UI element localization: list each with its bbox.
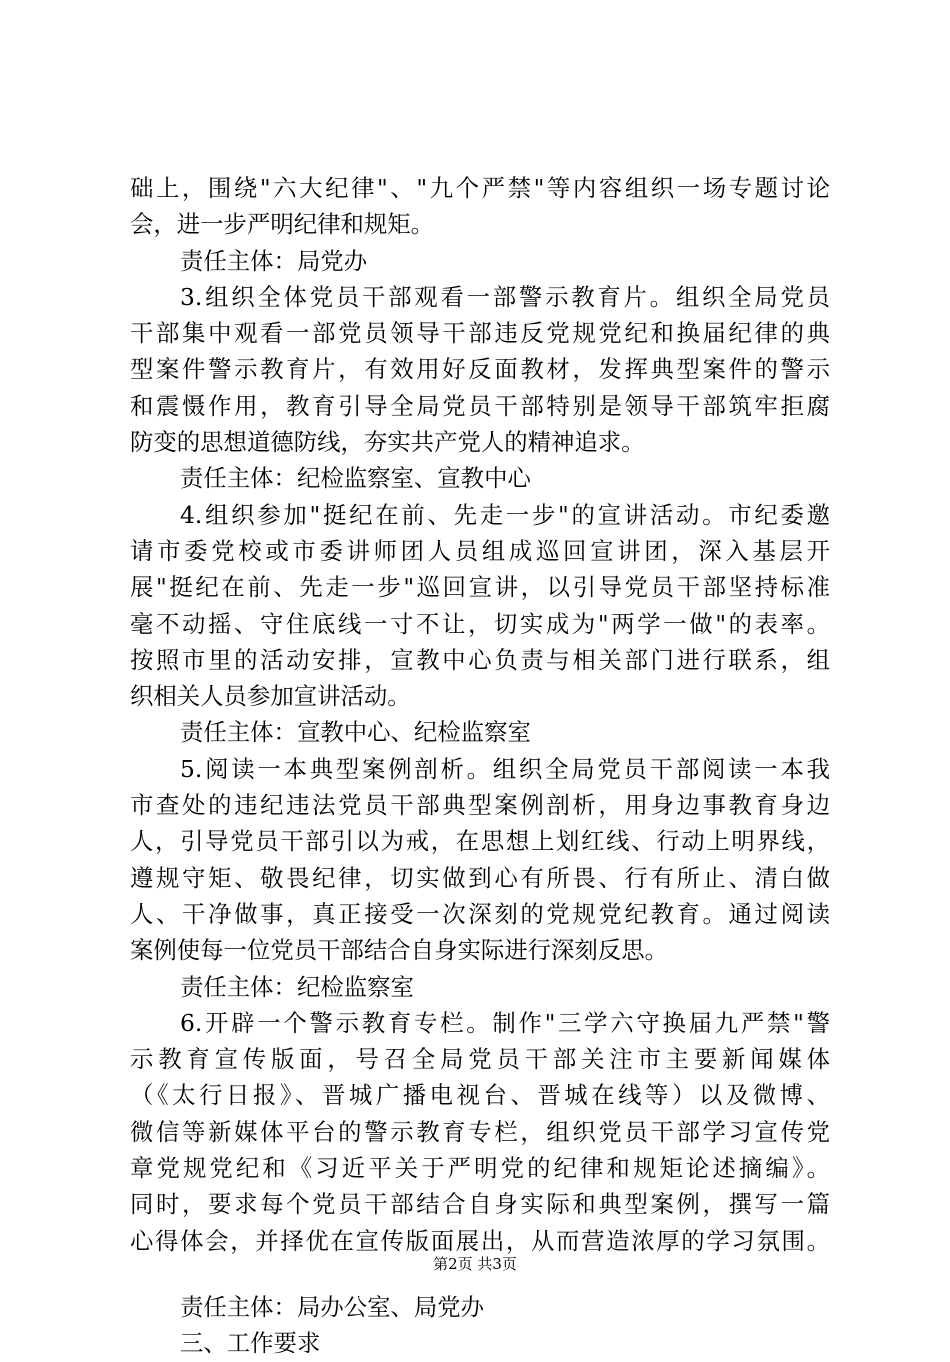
- text-line: 会，进一步严明纪律和规矩。: [130, 210, 435, 239]
- text-line: 4.组织参加"挺纪在前、先走一步"的宣讲活动。市纪委邀: [180, 500, 830, 529]
- text-line: 5.阅读一本典型案例剖析。组织全局党员干部阅读一本我: [180, 754, 830, 783]
- page-footer: 第2页 共3页: [433, 1255, 517, 1273]
- text-line: 和震慑作用，教育引导全局党员干部特别是领导干部筑牢拒腐: [130, 391, 830, 420]
- text-line: 人，引导党员干部引以为戒，在思想上划红线、行动上明界线，: [130, 827, 830, 856]
- text-line: 毫不动摇、守住底线一寸不让，切实成为"两学一做"的表率。: [130, 609, 830, 638]
- text-line: 人、干净做事，真正接受一次深刻的党规党纪教育。通过阅读: [130, 899, 830, 928]
- text-line: 防变的思想道德防线，夯实共产党人的精神追求。: [130, 428, 645, 457]
- text-line: 同时，要求每个党员干部结合自身实际和典型案例，撰写一篇: [130, 1190, 830, 1219]
- text-line: 三、工作要求: [180, 1329, 321, 1358]
- text-line: （《太行日报》、晋城广播电视台、晋城在线等）以及微博、: [130, 1081, 830, 1110]
- text-line: 责任主体：纪检监察室: [180, 972, 414, 1001]
- text-line: 展"挺纪在前、先走一步"巡回宣讲，以引导党员干部坚持标准: [130, 573, 830, 602]
- text-line: 章党规党纪和《习近平关于严明党的纪律和规矩论述摘编》。: [130, 1154, 830, 1183]
- text-line: 按照市里的活动安排，宣教中心负责与相关部门进行联系，组: [130, 645, 830, 674]
- document-body: [130, 170, 830, 1362]
- text-line: 遵规守矩、敬畏纪律，切实做到心有所畏、行有所止、清白做: [130, 863, 830, 892]
- text-line: 型案件警示教育片，有效用好反面教材，发挥典型案件的警示: [130, 355, 830, 384]
- text-line: 示教育宣传版面，号召全局党员干部关注市主要新闻媒体: [130, 1045, 830, 1074]
- text-line: 责任主体：局办公室、局党办: [180, 1292, 485, 1321]
- text-line: 3.组织全体党员干部观看一部警示教育片。组织全局党员: [180, 282, 830, 311]
- text-line: 案例使每一位党员干部结合自身实际进行深刻反思。: [130, 936, 668, 965]
- text-line: 6.开辟一个警示教育专栏。制作"三学六守换届九严禁"警: [180, 1008, 830, 1037]
- text-line: 础上，围绕"六大纪律"、"九个严禁"等内容组织一场专题讨论: [130, 174, 830, 202]
- text-line: 微信等新媒体平台的警示教育专栏，组织党员干部学习宣传党: [130, 1117, 830, 1146]
- text-line: 织相关人员参加宣讲活动。: [130, 682, 411, 711]
- text-line: 心得体会，并择优在宣传版面展出，从而营造浓厚的学习氛围。: [130, 1226, 830, 1255]
- text-line: 市查处的违纪违法党员干部典型案例剖析，用身边事教育身边: [130, 791, 830, 820]
- text-line: 责任主体：局党办: [180, 246, 368, 275]
- text-line: 干部集中观看一部党员领导干部违反党规党纪和换届纪律的典: [130, 319, 830, 348]
- text-line: 责任主体：纪检监察室、宣教中心: [180, 464, 531, 493]
- text-line: 请市委党校或市委讲师团人员组成巡回宣讲团，深入基层开: [130, 536, 830, 565]
- text-line: 责任主体：宣教中心、纪检监察室: [180, 718, 531, 747]
